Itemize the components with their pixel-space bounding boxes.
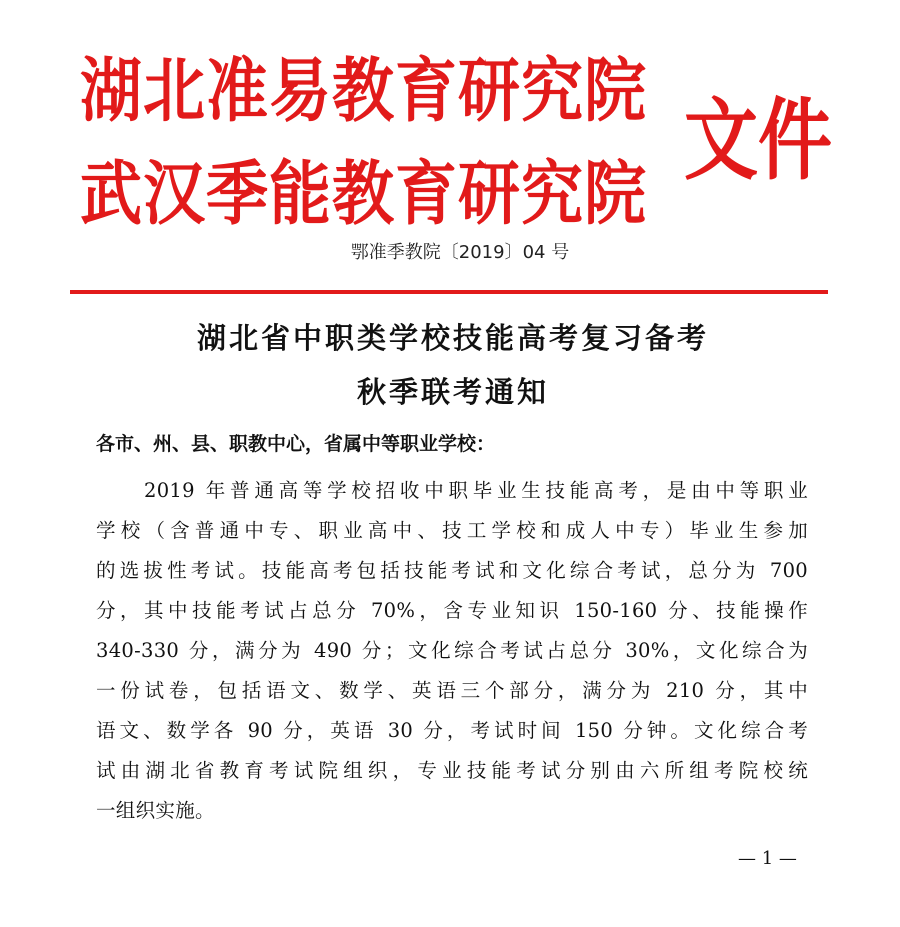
header-divider [70,290,828,294]
body-line: 340-330 分，满分为 490 分；文化综合考试占总分 30%，文化综合为 [96,639,808,662]
body-line: 语文、数学各 90 分，英语 30 分，考试时间 150 分钟。文化综合考 [96,719,808,742]
body-line: 2019 年普通高等学校招收中职毕业生技能高考，是由中等职业 [144,479,808,502]
body-line: 学校（含普通中专、职业高中、技工学校和成人中专）毕业生参加 [96,519,808,542]
body-line: 一组织实施。 [96,799,215,822]
body-line: 分，其中技能考试占总分 70%，含专业知识 150-160 分、技能操作 [96,599,808,622]
issuing-org-2: 武汉季能教育研究院 [80,152,648,235]
notice-title-line-1: 湖北省中职类学校技能高考复习备考 [196,321,709,355]
document-type-label: 文件 [684,89,832,193]
body-line: 试由湖北省教育考试院组织，专业技能考试分别由六所组考院校统 [96,759,808,782]
issuing-org-1: 湖北准易教育研究院 [80,49,648,132]
body-line: 一份试卷，包括语文、数学、英语三个部分，满分为 210 分，其中 [96,679,808,702]
notice-title-line-2: 秋季联考通知 [356,375,549,409]
page-number: — 1 — [738,848,797,869]
document-number: 鄂准季教院〔2019〕04 号 [350,242,570,263]
salutation: 各市、州、县、职教中心，省属中等职业学校： [96,433,496,455]
document-header [0,0,900,300]
notice-body [96,476,808,836]
body-line: 的选拔性考试。技能高考包括技能考试和文化综合考试，总分为 700 [96,559,808,582]
